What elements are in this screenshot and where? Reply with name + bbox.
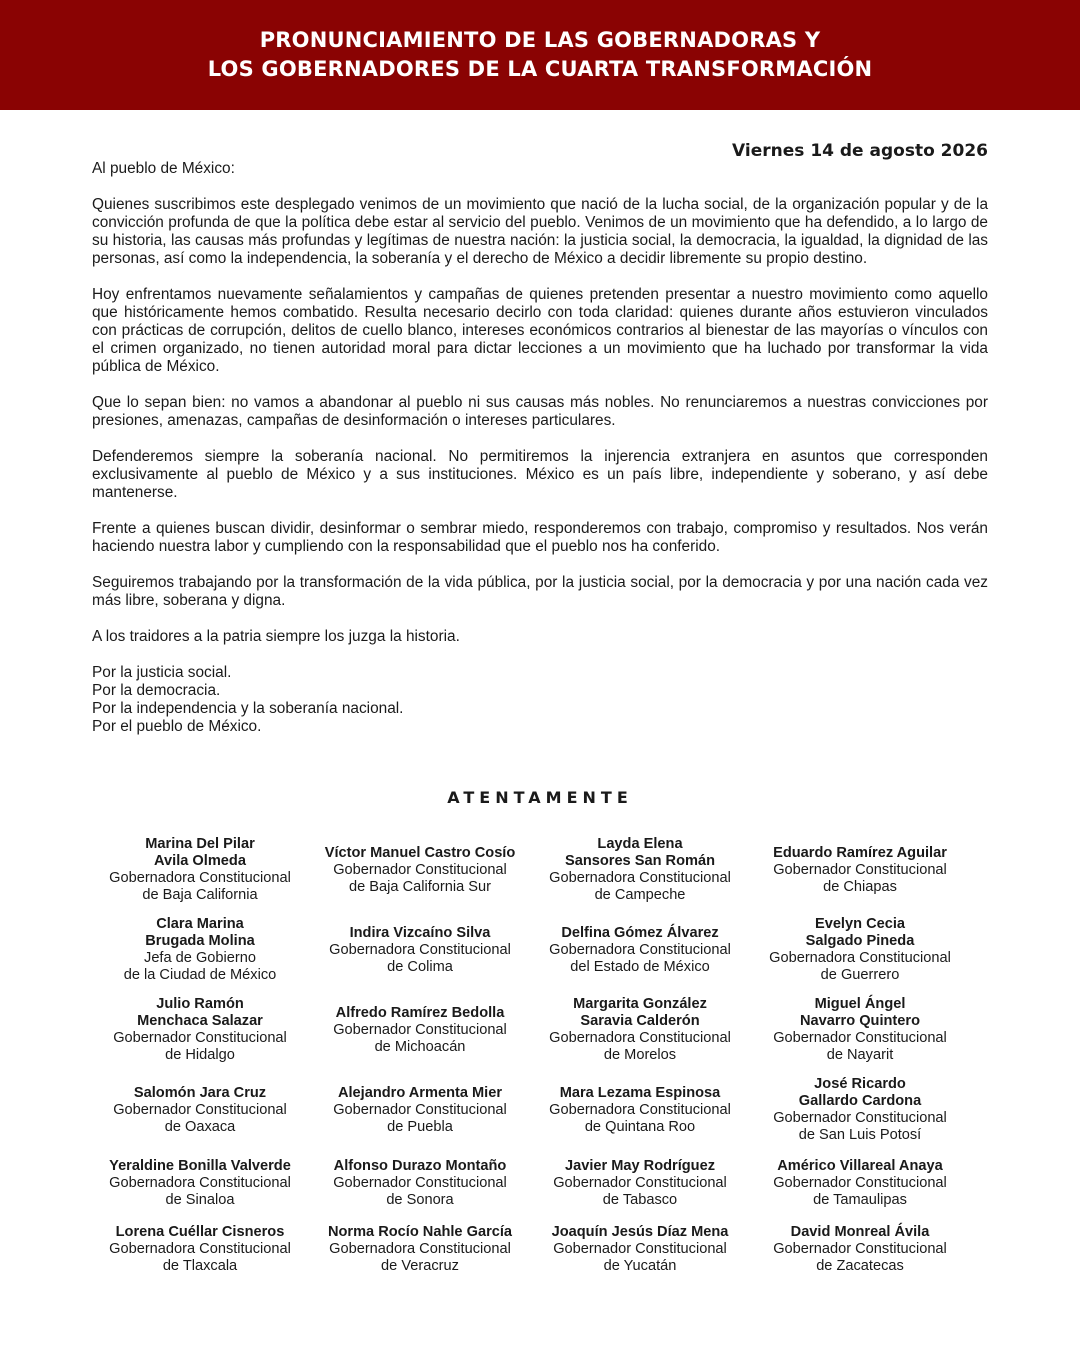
closing-line: Por la justicia social.	[92, 664, 232, 681]
signature-block	[530, 1158, 750, 1209]
signature-block	[750, 845, 970, 896]
signatory-state: de Campeche	[594, 887, 686, 903]
signature-block	[750, 996, 970, 1064]
signatory-title: Gobernador Constitucional	[113, 1030, 287, 1046]
signatory-state: de Tlaxcala	[162, 1257, 238, 1274]
signatory-state: de Quintana Roo	[584, 1118, 696, 1135]
signatory-state: de la Ciudad de México	[123, 967, 277, 983]
signature-block	[90, 996, 310, 1064]
paragraph-2: Hoy enfrentamos nuevamente señalamientos y campañas de quienes pretenden presentar a nuestro movimiento como aquello que históricamente hemos combatido. Resulta necesario decirlo con toda claridad: quienes durante años estuvieron vinculados con prácticas de corrupción, delitos de cuello blanco, intereses económicos contrarios al bienestar de las mayorías o vínculos con el crimen organizado, no tienen autoridad moral para dictar lecciones a un movimiento que ha luchado por transformar la vida pública de México.	[92, 286, 988, 375]
paragraph-6: Seguiremos trabajando por la transformación de la vida pública, por la justicia social, por la democracia y por una nación cada vez más libre, soberana y digna.	[92, 574, 988, 609]
signature-row	[90, 1216, 970, 1282]
signatory-name: Víctor Manuel Castro Cosío	[324, 844, 516, 861]
signatory-title: Gobernadora Constitucional	[549, 1101, 731, 1118]
greeting: Al pueblo de México:	[92, 160, 235, 177]
signatory-title: Gobernadora Constitucional	[549, 870, 731, 886]
signature-block	[530, 925, 750, 976]
header-banner	[0, 0, 1080, 110]
signatory-name: Avila Olmeda	[154, 853, 246, 869]
signatory-name: David Monreal Ávila	[790, 1223, 930, 1240]
signatory-state: de Yucatán	[603, 1257, 677, 1274]
signatory-name: Saravia Calderón	[580, 1013, 700, 1029]
signature-block	[90, 916, 310, 984]
signatory-title: Gobernadora Constitucional	[769, 950, 951, 966]
signatory-name: Eduardo Ramírez Aguilar	[773, 844, 947, 861]
signatory-name: Mara Lezama Espinosa	[559, 1084, 721, 1101]
signatory-state: de Tabasco	[602, 1191, 678, 1208]
signatures-grid	[90, 830, 970, 1282]
signatory-name: Américo Villareal Anaya	[777, 1157, 943, 1174]
signatory-state: de Chiapas	[823, 878, 897, 895]
signatory-state: de Veracruz	[381, 1257, 459, 1274]
paragraph-7: A los traidores a la patria siempre los juzga la historia.	[92, 628, 460, 645]
signatory-title: Gobernador Constitucional	[773, 1030, 947, 1046]
signatory-title: Gobernador Constitucional	[333, 1174, 507, 1191]
signatory-state: de Baja California	[142, 887, 258, 903]
signatory-state: de San Luis Potosí	[798, 1127, 922, 1143]
signatory-title: Gobernadora Constitucional	[329, 941, 511, 958]
closing-line: Por el pueblo de México.	[92, 718, 262, 735]
signature-block	[310, 845, 530, 896]
signatory-title: Gobernador Constitucional	[333, 1021, 507, 1038]
signatory-name: Salomón Jara Cruz	[133, 1084, 267, 1101]
signature-block	[750, 1224, 970, 1275]
signatory-state: de Nayarit	[826, 1047, 894, 1063]
paragraph-3: Que lo sepan bien: no vamos a abandonar al pueblo ni sus causas más nobles. No renunciaremos a nuestras convicciones por presiones, amenazas, campañas de desinformación o intereses particulares.	[92, 394, 988, 429]
signatory-title: Gobernadora Constitucional	[109, 1174, 291, 1191]
signatory-title: Gobernador Constitucional	[773, 1174, 947, 1191]
signature-block	[310, 925, 530, 976]
signatory-name: Clara Marina	[156, 916, 244, 932]
signatory-name: Delfina Gómez Álvarez	[561, 924, 719, 941]
signatory-state: de Zacatecas	[816, 1257, 904, 1274]
signatory-name: Marina Del Pilar	[145, 836, 255, 852]
signatory-state: de Sonora	[386, 1191, 454, 1208]
signature-block	[530, 1085, 750, 1136]
signature-row	[90, 830, 970, 910]
closing-lines	[92, 664, 988, 736]
signatory-name: Javier May Rodríguez	[564, 1157, 716, 1174]
signatory-state: de Michoacán	[374, 1038, 466, 1055]
signature-block	[310, 1085, 530, 1136]
signatory-name: Evelyn Cecia	[814, 916, 906, 932]
signature-block	[90, 1224, 310, 1275]
signatory-name: Indira Vizcaíno Silva	[349, 924, 491, 941]
signatory-title: Gobernador Constitucional	[773, 1110, 947, 1126]
signature-row	[90, 990, 970, 1070]
signature-block	[750, 1158, 970, 1209]
signatory-name: Lorena Cuéllar Cisneros	[115, 1223, 285, 1240]
signatory-title: Gobernador Constitucional	[773, 861, 947, 878]
signatory-name: Yeraldine Bonilla Valverde	[109, 1157, 291, 1174]
signatory-name: Julio Ramón	[156, 996, 244, 1012]
signature-block	[90, 1158, 310, 1209]
signature-block	[90, 836, 310, 904]
signatory-name: Gallardo Cardona	[798, 1093, 922, 1109]
signatory-title: Gobernadora Constitucional	[109, 1240, 291, 1257]
signatory-title: Gobernador Constitucional	[553, 1174, 727, 1191]
signatory-title: Jefa de Gobierno	[144, 950, 256, 966]
signatory-name: Joaquín Jesús Díaz Mena	[551, 1223, 729, 1240]
signatory-name: José Ricardo	[814, 1076, 906, 1092]
signatory-name: Navarro Quintero	[799, 1013, 921, 1029]
signatory-title: Gobernadora Constitucional	[109, 870, 291, 886]
atentamente-heading: ATENTAMENTE	[447, 788, 633, 807]
paragraph-1: Quienes suscribimos este desplegado venimos de un movimiento que nació de la lucha social, de la organización popular y de la convicción profunda de que la política debe estar al servicio del pueblo. Venimos de un movimiento que ha defendido, a lo largo de su historia, las causas más profundas y legítimas de nuestra nación: la justicia social, la democracia, la igualdad, la dignidad de las personas, así como la independencia, la soberanía y el derecho de México a decidir libremente su propio destino.	[92, 196, 988, 267]
signatory-name: Alfonso Durazo Montaño	[333, 1157, 507, 1174]
signatory-title: Gobernador Constitucional	[553, 1240, 727, 1257]
signatory-state: de Sinaloa	[165, 1191, 235, 1208]
closing-line: Por la independencia y la soberanía nacional.	[92, 700, 404, 717]
header-title-line-1: PRONUNCIAMIENTO DE LAS GOBERNADORAS Y	[259, 28, 821, 52]
signatory-name: Menchaca Salazar	[137, 1013, 263, 1029]
paragraph-5: Frente a quienes buscan dividir, desinformar o sembrar miedo, responderemos con trabajo, compromiso y resultados. Nos verán haciendo nuestra labor y cumpliendo con la responsabilidad que el pueblo nos ha conferido.	[92, 520, 988, 555]
signatory-title: Gobernador Constitucional	[773, 1240, 947, 1257]
paragraphs	[92, 196, 988, 646]
signature-block	[530, 996, 750, 1064]
signatory-state: de Oaxaca	[164, 1118, 236, 1135]
signature-block	[530, 1224, 750, 1275]
signatory-state: del Estado de México	[570, 958, 710, 975]
signatory-name: Margarita González	[573, 996, 707, 1012]
signatory-state: de Baja California Sur	[349, 878, 491, 895]
signatory-name: Alfredo Ramírez Bedolla	[335, 1004, 505, 1021]
signatory-name: Brugada Molina	[145, 933, 255, 949]
signature-block	[750, 1076, 970, 1144]
signatory-name: Layda Elena	[597, 836, 683, 852]
signature-row	[90, 1070, 970, 1150]
signatory-name: Norma Rocío Nahle García	[327, 1223, 513, 1240]
signatory-name: Sansores San Román	[564, 853, 716, 869]
signatory-title: Gobernador Constitucional	[113, 1101, 287, 1118]
signature-block	[310, 1224, 530, 1275]
header-title-line-2: LOS GOBERNADORES DE LA CUARTA TRANSFORMACIÓN	[207, 57, 873, 81]
signatory-title: Gobernadora Constitucional	[549, 1030, 731, 1046]
signature-block	[310, 1158, 530, 1209]
signatory-state: de Puebla	[387, 1118, 453, 1135]
letter-body	[92, 140, 988, 736]
signature-block	[90, 1085, 310, 1136]
signature-row	[90, 1150, 970, 1216]
signatory-state: de Tamaulipas	[813, 1191, 907, 1208]
signatory-state: de Morelos	[603, 1047, 677, 1063]
signatory-title: Gobernadora Constitucional	[329, 1240, 511, 1257]
signature-block	[750, 916, 970, 984]
signature-block	[310, 1005, 530, 1056]
signatory-state: de Guerrero	[820, 967, 900, 983]
closing-line: Por la democracia.	[92, 682, 221, 699]
signatory-name: Miguel Ángel	[814, 996, 906, 1012]
signature-row	[90, 910, 970, 990]
signatory-title: Gobernador Constitucional	[333, 1101, 507, 1118]
signatory-name: Salgado Pineda	[805, 933, 915, 949]
signatory-state: de Hidalgo	[165, 1047, 235, 1063]
signatory-title: Gobernadora Constitucional	[549, 941, 731, 958]
signatory-state: de Colima	[387, 958, 453, 975]
signatory-name: Alejandro Armenta Mier	[337, 1084, 503, 1101]
signature-block	[530, 836, 750, 904]
paragraph-4: Defenderemos siempre la soberanía nacional. No permitiremos la injerencia extranjera en asuntos que corresponden exclusivamente al pueblo de México y a sus instituciones. México es un país libre, independiente y soberano, y así debe mantenerse.	[92, 448, 988, 501]
date: Viernes 14 de agosto 2026	[732, 141, 988, 161]
signatory-title: Gobernador Constitucional	[333, 861, 507, 878]
